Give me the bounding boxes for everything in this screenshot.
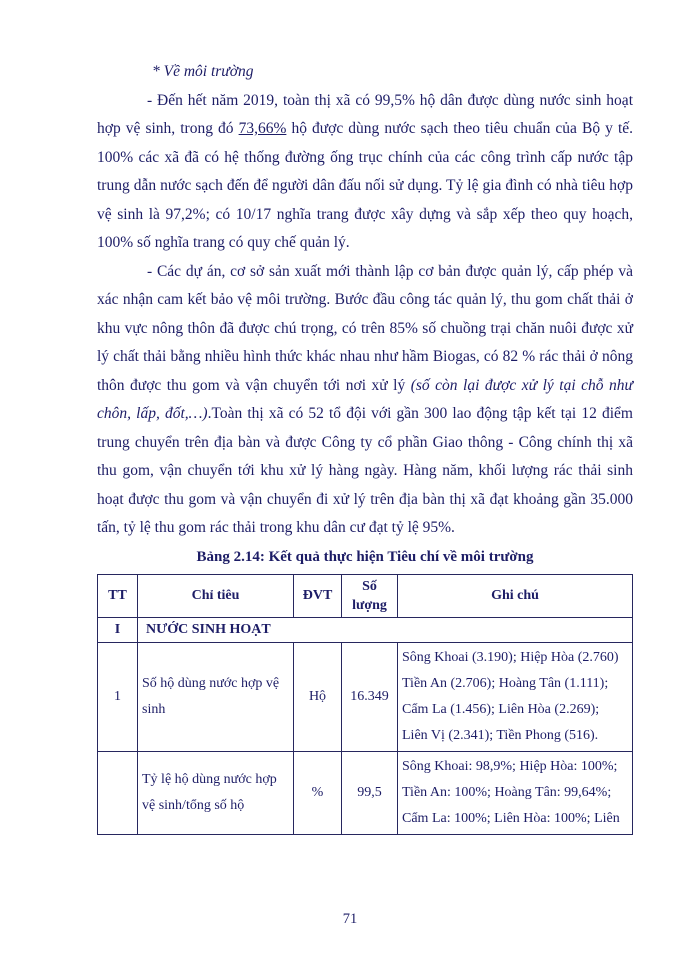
paragraph-2-text-b: .Toàn thị xã có 52 tổ đội với gần 300 lao động tập kết tại 12 điểm trung chuyển trên địa bàn và được Công ty cổ phần Giao thông - Công chính thị xã thu gom, vận chuyển tới khu xử lý hàng ngày. Hàng năm, khối lượng rác thải sinh hoạt được thu gom và vận chuyển đi xử lý trên địa bàn thị xã đạt khoảng gần 35.000 tấn, tỷ lệ thu gom rác thải trong khu dân cư đạt tỷ lệ 95%. xyxy=(97,405,633,536)
table-row xyxy=(98,751,633,834)
page-number: 71 xyxy=(342,911,358,927)
cell-chi-tieu: Số hộ dùng nước hợp vệ sinh xyxy=(138,642,294,751)
paragraph-1-underlined: 73,66% xyxy=(238,120,287,137)
cell-ghi-chu: Sông Khoai: 98,9%; Hiệp Hòa: 100%; Tiền An: 100%; Hoàng Tân: 99,64%; Cẩm La: 100%; Liên Hòa: 100%; Liên xyxy=(398,751,633,834)
column-header-tt: TT xyxy=(98,574,138,617)
paragraph-2-text-a: - Các dự án, cơ sở sản xuất mới thành lập cơ bản được quản lý, cấp phép và xác nhận cam kết bảo vệ môi trường. Bước đầu công tác quản lý, thu gom chất thải ở khu vực nông thôn đã được chú trọng, có trên 85% số chuồng trại chăn nuôi được xử lý chất thải bằng nhiều hình thức khác nhau như hầm Biogas, có 82 % rác thải ở nông thôn được thu gom và vận chuyển tới nơi xử lý xyxy=(97,262,633,394)
paragraph-1-text-b: hộ được dùng nước sạch theo tiêu chuẩn của Bộ y tế. 100% các xã đã có hệ thống đường ống trục chính của các công trình cấp nước tập trung dẫn nước sạch đến để người dân đấu nối sử dụng. Tỷ lệ gia đình có nhà tiêu hợp vệ sinh là 97,2%; có 10/17 nghĩa trang được xây dựng và sắp xếp theo quy hoạch, 100% số nghĩa trang có quy chế quản lý. xyxy=(97,120,634,251)
cell-tt xyxy=(98,751,138,834)
cell-dvt: % xyxy=(294,751,342,834)
paragraph-1-text-a: - Đến hết năm 2019, toàn thị xã có 99,5% hộ dân được dùng nước sinh hoạt hợp vệ sinh, trong đó xyxy=(97,91,633,137)
table-section-row xyxy=(98,617,633,642)
table-header-row xyxy=(98,574,633,617)
table-row xyxy=(98,642,633,751)
cell-so-luong: 99,5 xyxy=(342,751,398,834)
environment-results-table xyxy=(97,574,633,835)
cell-tt: 1 xyxy=(98,642,138,751)
table-caption: Bảng 2.14: Kết quả thực hiện Tiêu chí về môi trường xyxy=(196,548,534,565)
section-number: I xyxy=(98,617,138,642)
section-heading: * Về môi trường xyxy=(152,63,254,80)
page-content xyxy=(97,58,633,835)
column-header-so-luong: Số lượng xyxy=(342,574,398,617)
section-label: NƯỚC SINH HOẠT xyxy=(138,617,633,642)
column-header-chi-tieu: Chỉ tiêu xyxy=(138,574,294,617)
cell-chi-tieu: Tỷ lệ hộ dùng nước hợp vệ sinh/tổng số hộ xyxy=(138,751,294,834)
paragraph-1 xyxy=(97,87,633,258)
cell-dvt: Hộ xyxy=(294,642,342,751)
column-header-ghi-chu: Ghi chú xyxy=(398,574,633,617)
column-header-dvt: ĐVT xyxy=(294,574,342,617)
paragraph-2 xyxy=(97,258,633,543)
cell-so-luong: 16.349 xyxy=(342,642,398,751)
paragraph-2-italic: (số còn lại được xử lý tại chỗ như chôn, lấp, đốt,…) xyxy=(97,376,633,422)
cell-ghi-chu: Sông Khoai (3.190); Hiệp Hòa (2.760) Tiền An (2.706); Hoàng Tân (1.111); Cẩm La (1.456); Liên Hòa (2.269); Liên Vị (2.341); Tiền Phong (516). xyxy=(398,642,633,751)
